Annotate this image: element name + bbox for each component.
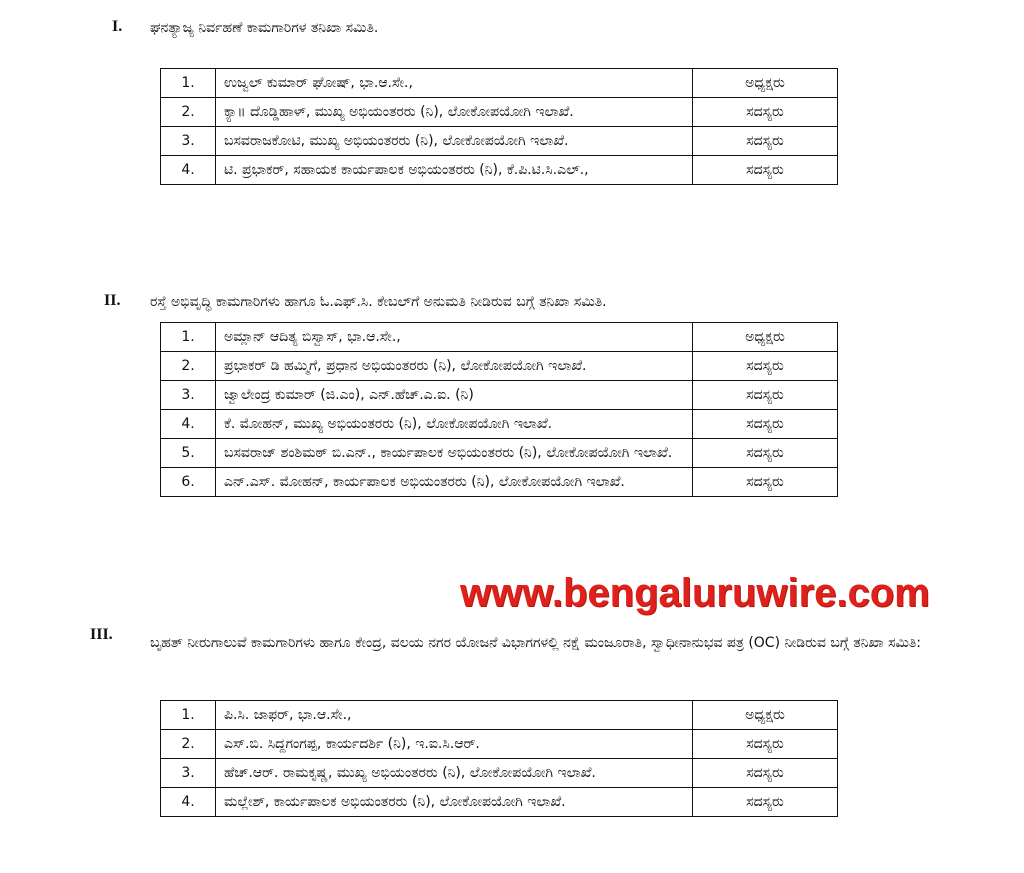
member-role: ಸದಸ್ಯರು — [693, 381, 838, 410]
row-number: 3. — [161, 127, 216, 156]
member-name: ಕೆ. ಮೋಹನ್, ಮುಖ್ಯ ಅಭಿಯಂತರರು (ನಿ), ಲೋಕೋಪಯೋಗಿ ಇಲಾಖೆ. — [216, 410, 693, 439]
member-name: ಎನ್.ಎಸ್. ಮೋಹನ್, ಕಾರ್ಯಪಾಲಕ ಅಭಿಯಂತರರು (ನಿ), ಲೋಕೋಪಯೋಗಿ ಇಲಾಖೆ. — [216, 468, 693, 497]
member-name: ಹೆಚ್.ಆರ್. ರಾಮಕೃಷ್ಣ, ಮುಖ್ಯ ಅಭಿಯಂತರರು (ನಿ), ಲೋಕೋಪಯೋಗಿ ಇಲಾಖೆ. — [216, 759, 693, 788]
row-number: 3. — [161, 759, 216, 788]
row-number: 1. — [161, 69, 216, 98]
row-number: 2. — [161, 730, 216, 759]
section-1-title: ಘನತ್ಯಾಜ್ಯ ನಿರ್ವಹಣೆ ಕಾಮಗಾರಿಗಳ ತನಿಖಾ ಸಮಿತಿ. — [150, 20, 379, 36]
row-number: 4. — [161, 410, 216, 439]
row-number: 1. — [161, 701, 216, 730]
section-2-title: ರಸ್ತೆ ಅಭಿವೃದ್ಧಿ ಕಾಮಗಾರಿಗಳು ಹಾಗೂ ಓ.ಎಫ್.ಸಿ. ಕೇಬಲ್‌ಗೆ ಅನುಮತಿ ನೀಡಿರುವ ಬಗ್ಗೆ ತನಿಖಾ ಸಮಿತಿ. — [150, 294, 607, 310]
row-number: 2. — [161, 98, 216, 127]
table-row — [161, 439, 838, 468]
member-name: ಬಸವರಾಜಕೋಟಿ, ಮುಖ್ಯ ಅಭಿಯಂತರರು (ನಿ), ಲೋಕೋಪಯೋಗಿ ಇಲಾಖೆ. — [216, 127, 693, 156]
member-name: ಪ್ರಭಾಕರ್ ಡಿ ಹಮ್ಮಿಗೆ, ಪ್ರಧಾನ ಅಭಿಯಂತರರು (ನಿ), ಲೋಕೋಪಯೋಗಿ ಇಲಾಖೆ. — [216, 352, 693, 381]
row-number: 2. — [161, 352, 216, 381]
member-name: ಬಸವರಾಜ್ ಶಂಶಿಮಠ್ ಬಿ.ಎನ್., ಕಾರ್ಯಪಾಲಕ ಅಭಿಯಂತರರು (ನಿ), ಲೋಕೋಪಯೋಗಿ ಇಲಾಖೆ. — [216, 439, 693, 468]
row-number: 1. — [161, 323, 216, 352]
section-2-numeral: II. — [104, 292, 121, 309]
member-name: ಟಿ. ಪ್ರಭಾಕರ್, ಸಹಾಯಕ ಕಾರ್ಯಪಾಲಕ ಅಭಿಯಂತರರು (ನಿ), ಕೆ.ಪಿ.ಟಿ.ಸಿ.ಎಲ್., — [216, 156, 693, 185]
member-role: ಸದಸ್ಯರು — [693, 352, 838, 381]
table-row — [161, 410, 838, 439]
member-name: ಜ್ವಾಲೇಂದ್ರ ಕುಮಾರ್ (ಜಿ.ಎಂ), ಎನ್.ಹೆಚ್.ಎ.ಐ. (ನಿ) — [216, 381, 693, 410]
table-row — [161, 381, 838, 410]
table-row — [161, 468, 838, 497]
table-row — [161, 352, 838, 381]
row-number: 6. — [161, 468, 216, 497]
member-name: ಎಸ್.ಬಿ. ಸಿದ್ದಗಂಗಪ್ಪ, ಕಾರ್ಯದರ್ಶಿ (ನಿ), ಇ.ಐ.ಸಿ.ಆರ್. — [216, 730, 693, 759]
member-role: ಅಧ್ಯಕ್ಷರು — [693, 701, 838, 730]
table-row — [161, 759, 838, 788]
member-name: ಪಿ.ಸಿ. ಜಾಫರ್, ಭಾ.ಆ.ಸೇ., — [216, 701, 693, 730]
member-role: ಸದಸ್ಯರು — [693, 127, 838, 156]
member-name: ಅಮ್ಲಾನ್ ಆದಿತ್ಯ ಬಿಸ್ವಾಸ್, ಭಾ.ಆ.ಸೇ., — [216, 323, 693, 352]
member-role: ಅಧ್ಯಕ್ಷರು — [693, 69, 838, 98]
member-role: ಸದಸ್ಯರು — [693, 439, 838, 468]
row-number: 4. — [161, 156, 216, 185]
section-3-table — [160, 700, 838, 817]
table-row — [161, 156, 838, 185]
section-3-numeral: III. — [90, 626, 113, 643]
member-role: ಸದಸ್ಯರು — [693, 468, 838, 497]
section-3-title: ಬೃಹತ್ ನೀರುಗಾಲುವೆ ಕಾಮಗಾರಿಗಳು ಹಾಗೂ ಕೇಂದ್ರ, ವಲಯ ನಗರ ಯೋಜನೆ ವಿಭಾಗಗಳಲ್ಲಿ ನಕ್ಷೆ ಮಂಜೂರಾತಿ, ಸ್ವಾಧೀನಾನುಭವ ಪತ್ರ (OC) ನೀಡಿರುವ ಬಗ್ಗೆ ತನಿಖಾ ಸಮಿತಿ: — [150, 635, 922, 651]
member-role: ಸದಸ್ಯರು — [693, 156, 838, 185]
member-name: ಮಲ್ಲೇಶ್, ಕಾರ್ಯಪಾಲಕ ಅಭಿಯಂತರರು (ನಿ), ಲೋಕೋಪಯೋಗಿ ಇಲಾಖೆ. — [216, 788, 693, 817]
member-role: ಸದಸ್ಯರು — [693, 759, 838, 788]
section-1-numeral: I. — [112, 18, 123, 35]
watermark-text: www.bengaluruwire.com — [460, 571, 930, 615]
table-row — [161, 701, 838, 730]
table-row — [161, 323, 838, 352]
row-number: 4. — [161, 788, 216, 817]
table-row — [161, 127, 838, 156]
table-row — [161, 69, 838, 98]
member-role: ಸದಸ್ಯರು — [693, 410, 838, 439]
row-number: 5. — [161, 439, 216, 468]
table-row — [161, 788, 838, 817]
row-number: 3. — [161, 381, 216, 410]
section-1-table — [160, 68, 838, 185]
member-role: ಸದಸ್ಯರು — [693, 98, 838, 127]
member-role: ಅಧ್ಯಕ್ಷರು — [693, 323, 838, 352]
table-row — [161, 730, 838, 759]
section-2-table — [160, 322, 838, 497]
member-name: ಉಜ್ವಲ್ ಕುಮಾರ್ ಘೋಷ್, ಭಾ.ಆ.ಸೇ., — [216, 69, 693, 98]
table-row — [161, 98, 838, 127]
member-name: ಕ್ಯಾ॥ ದೊಡ್ಡಿಹಾಳ್, ಮುಖ್ಯ ಅಭಿಯಂತರರು (ನಿ), ಲೋಕೋಪಯೋಗಿ ಇಲಾಖೆ. — [216, 98, 693, 127]
member-role: ಸದಸ್ಯರು — [693, 788, 838, 817]
member-role: ಸದಸ್ಯರು — [693, 730, 838, 759]
